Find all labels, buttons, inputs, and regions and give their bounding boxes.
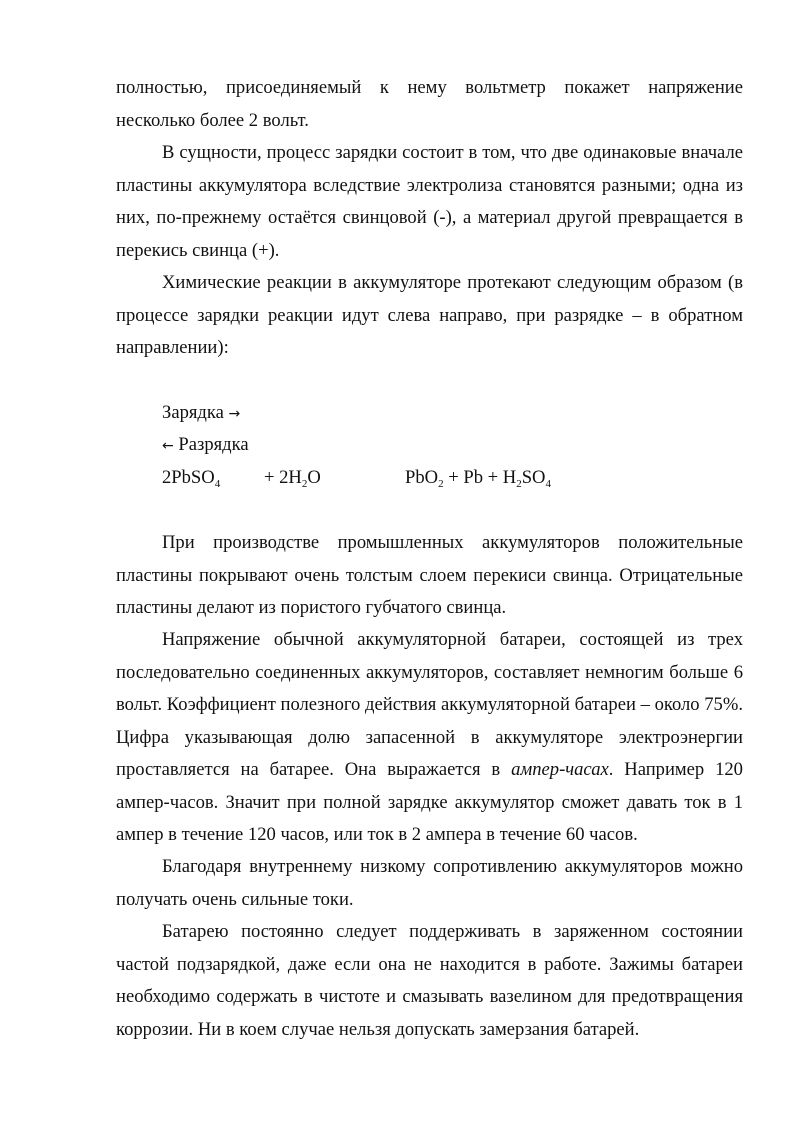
charge-direction-label	[162, 397, 240, 431]
equation-products	[405, 462, 551, 497]
paragraph-battery-voltage	[116, 624, 743, 852]
acid-hydrogen-subscript: 2	[516, 478, 522, 490]
battery-voltage-text-a: Напряжение обычной аккумуляторной батареи, состоящей из трех последовательно соединенных аккумуляторов, составляет немногим больше 6 вольт. Коэффициент полезного действия аккумуляторной батареи – около 75%. Цифра указывающая долю запасенной в аккумуляторе электроэнергии проставляется на батарее. Она выражается в	[116, 629, 743, 780]
equation-reactant-water	[264, 462, 321, 497]
equation-reactant-lead-sulfate	[162, 462, 220, 497]
water-formula-oxygen: O	[307, 467, 321, 488]
lead-and-acid-formula: + Pb + H	[443, 467, 517, 488]
paragraph-internal-resistance: Благодаря внутреннему низкому сопротивлению аккумуляторов можно получать очень сильные токи.	[116, 856, 743, 910]
lead-dioxide-formula: PbO	[405, 467, 439, 488]
paragraph-chemical-reactions: Химические реакции в аккумуляторе протекают следующим образом (в процессе зарядки реакции идут слева направо, при разрядке – в обратном направлении):	[116, 272, 743, 358]
right-arrow-icon: →	[228, 406, 241, 422]
lead-dioxide-subscript: 2	[438, 478, 444, 490]
paragraph-voltmeter: полностью, присоединяемый к нему вольтметр покажет напряжение несколько более 2 вольт.	[116, 77, 743, 131]
discharge-direction-label	[162, 429, 249, 463]
water-formula: + 2H	[264, 467, 302, 488]
ampere-hours-term: ампер-часах	[511, 759, 609, 780]
discharge-label: Разрядка	[178, 434, 249, 455]
acid-oxygen-subscript: 4	[545, 478, 551, 490]
paragraph-battery-maintenance: Батарею постоянно следует поддерживать в заряженном состоянии частой подзарядкой, даже если она не находится в работе. Зажимы батареи необходимо содержать в чистоте и смазывать вазелином для предотвращения коррозии. Ни в коем случае нельзя допускать замерзания батарей.	[116, 921, 743, 1040]
left-arrow-icon: ←	[162, 438, 174, 454]
battery-voltage-text-b: . Например 120 ампер-часов. Значит при полной зарядке аккумулятор сможет давать ток в 1 ампер в течение 120 часов, или ток в 2 ампера в течение 60 часов.	[116, 759, 743, 845]
lead-sulfate-subscript: 4	[214, 478, 221, 490]
paragraph-industrial-production: При производстве промышленных аккумуляторов положительные пластины покрывают очень толстым слоем перекиси свинца. Отрицательные пластины делают из пористого губчатого свинца.	[116, 532, 743, 618]
lead-sulfate-formula: 2PbSO	[162, 467, 215, 488]
water-subscript: 2	[301, 478, 308, 490]
acid-sulfate-formula: SO	[521, 467, 546, 488]
paragraph-charging-process: В сущности, процесс зарядки состоит в том, что две одинаковые вначале пластины аккумулятора вследствие электролиза становятся разными; одна из них, по-прежнему остаётся свинцовой (-), а материал другой превращается в перекись свинца (+).	[116, 142, 743, 261]
charge-label: Зарядка	[162, 402, 224, 423]
